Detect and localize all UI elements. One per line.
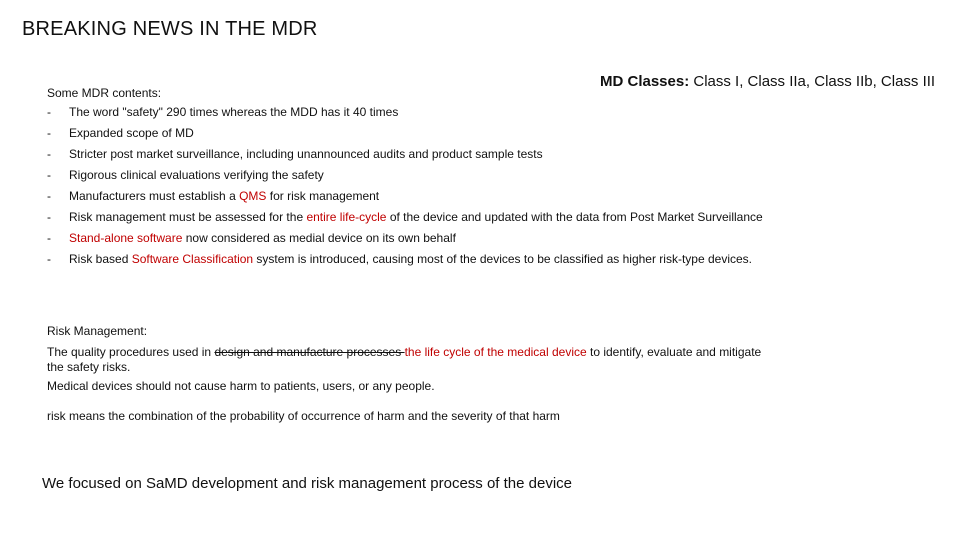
highlight-life-cycle-device: the life cycle of the medical device <box>404 345 587 359</box>
risk-text: The quality procedures used in <box>47 345 215 359</box>
risk-management <box>47 324 777 400</box>
bullet-dash: - <box>47 147 51 161</box>
list-item-text: Manufacturers must establish a <box>69 189 240 203</box>
risk-paragraph <box>47 345 777 375</box>
highlight-life-cycle: entire life-cycle <box>306 210 387 224</box>
contents-heading: Some MDR contents: <box>47 86 162 100</box>
contents-list <box>47 105 767 267</box>
bullet-dash: - <box>47 105 51 119</box>
bullet-dash: - <box>47 126 51 140</box>
list-item <box>47 210 767 225</box>
risk-definition: risk means the combination of the probability of occurrence of harm and the severity of that harm <box>47 409 560 423</box>
list-item-text: system is introduced, causing most of the devices to be classified as higher risk-type devices. <box>253 252 752 266</box>
list-item <box>47 105 767 120</box>
risk-harm-statement: Medical devices should not cause harm to patients, users, or any people. <box>47 379 435 393</box>
bullet-dash: - <box>47 252 51 266</box>
bullet-dash: - <box>47 210 51 224</box>
md-classes-label: MD Classes: <box>600 73 690 90</box>
highlight-standalone-software: Stand-alone software <box>69 231 183 245</box>
list-item-text: Expanded scope of MD <box>69 126 194 140</box>
list-item-text: now considered as medial device on its own behalf <box>182 231 456 245</box>
highlight-qms: QMS <box>239 189 267 203</box>
list-item <box>47 168 767 183</box>
focus-statement: We focused on SaMD development and risk management process of the device <box>42 475 573 492</box>
risk-text: to identify, evaluate and mitigate the safety risks. <box>47 345 762 374</box>
list-item-text: Stricter post market surveillance, including unannounced audits and product sample tests <box>69 147 543 161</box>
list-item-text: Risk based <box>69 252 132 266</box>
page-title: BREAKING NEWS IN THE MDR <box>22 18 318 40</box>
md-classes-value: Class I, Class IIa, Class IIb, Class III <box>693 73 936 90</box>
list-item-text: Risk management must be assessed for the <box>69 210 307 224</box>
list-item <box>47 147 767 162</box>
list-item-text: The word "safety" 290 times whereas the MDD has it 40 times <box>69 105 399 119</box>
mdr-contents <box>47 86 767 267</box>
list-item-text: for risk management <box>266 189 380 203</box>
list-item <box>47 252 767 267</box>
list-item-text: of the device and updated with the data from Post Market Surveillance <box>386 210 763 224</box>
list-item <box>47 126 767 141</box>
list-item <box>47 231 767 246</box>
bullet-dash: - <box>47 189 51 203</box>
highlight-software-classification: Software Classification <box>131 252 254 266</box>
risk-heading: Risk Management: <box>47 324 148 338</box>
bullet-dash: - <box>47 168 51 182</box>
struck-text: design and manufacture processes <box>214 345 405 359</box>
bullet-dash: - <box>47 231 51 245</box>
list-item-text: Rigorous clinical evaluations verifying the safety <box>69 168 324 182</box>
list-item <box>47 189 767 204</box>
